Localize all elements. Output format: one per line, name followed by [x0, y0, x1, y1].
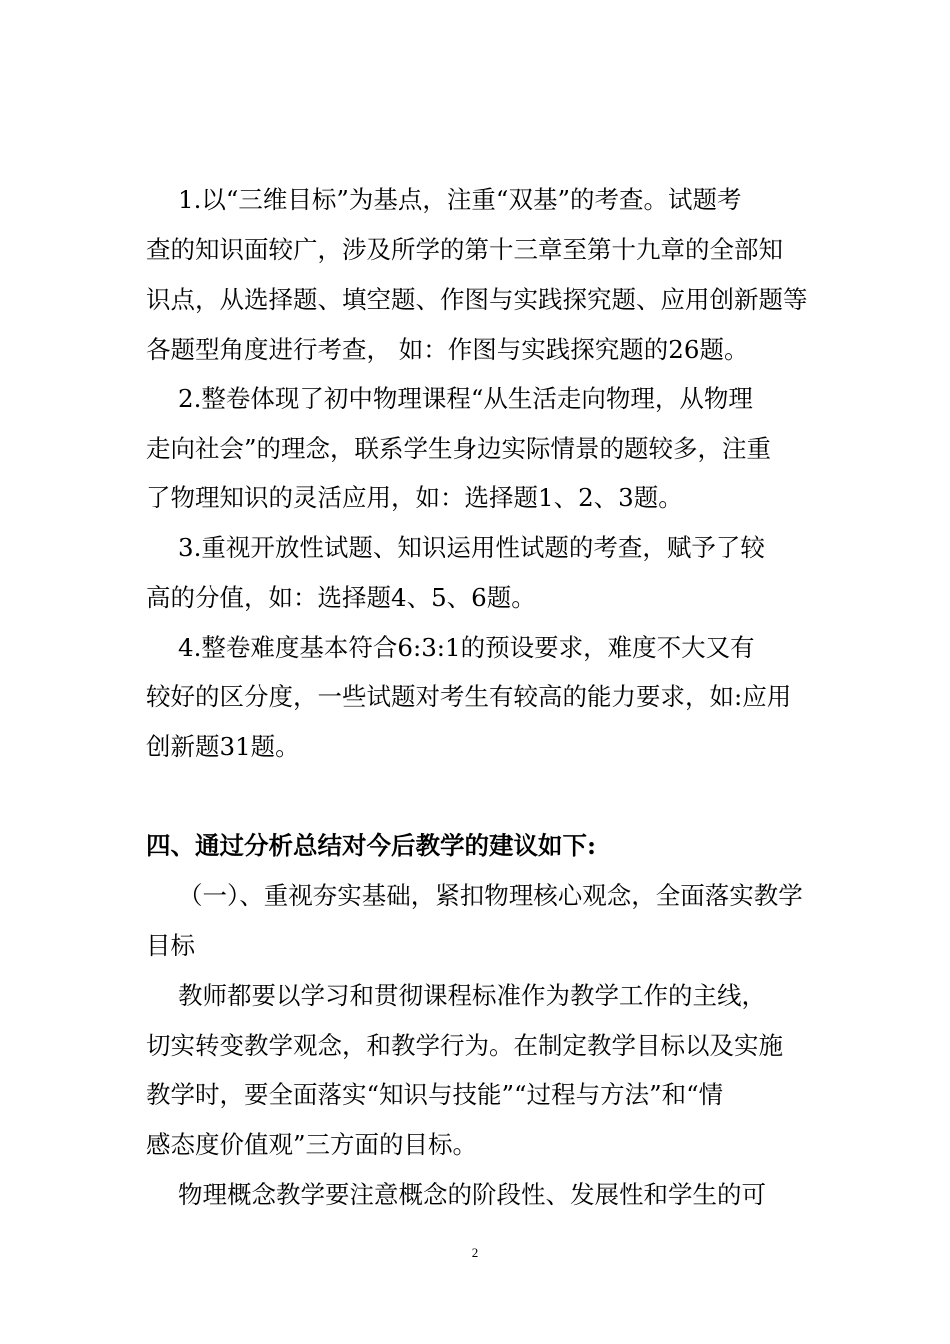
section-heading: 四、通过分析总结对今后教学的建议如下:	[146, 831, 597, 860]
paragraph-5-line-4: 感态度价值观”三方面的目标。	[146, 1130, 478, 1159]
paragraph-4-line-1: 4.整卷难度基本符合6:3:1的预设要求，难度不大又有	[178, 633, 755, 662]
paragraph-1-line-2: 查的知识面较广，涉及所学的第十三章至第十九章的全部知	[146, 235, 783, 264]
page-number: 2	[471, 1245, 479, 1260]
paragraph-2-line-3: 了物理知识的灵活应用，如：选择题1、2、3题。	[146, 483, 683, 512]
subsection-heading-line-2: 目标	[146, 931, 195, 960]
subsection-heading-line-1: （一）、重视夯实基础，紧扣物理核心观念，全面落实教学	[178, 881, 803, 910]
paragraph-5-line-3: 教学时，要全面落实“知识与技能”“过程与方法”和“情	[146, 1080, 724, 1109]
paragraph-1-line-3: 识点，从选择题、填空题、作图与实践探究题、应用创新题等	[146, 285, 808, 314]
paragraph-1-line-4: 各题型角度进行考查， 如：作图与实践探究题的26题。	[146, 335, 749, 364]
paragraph-5-line-2: 切实转变教学观念，和教学行为。在制定教学目标以及实施	[146, 1031, 783, 1060]
paragraph-3-line-2: 高的分值，如：选择题4、5、6题。	[146, 583, 536, 612]
paragraph-4-line-3: 创新题31题。	[146, 732, 300, 761]
paragraph-1-line-1: 1.以“三维目标”为基点，注重“双基”的考查。试题考	[178, 185, 742, 214]
paragraph-4-line-2: 较好的区分度，一些试题对考生有较高的能力要求，如:应用	[146, 682, 792, 711]
paragraph-5-line-1: 教师都要以学习和贯彻课程标准作为教学工作的主线，	[178, 981, 766, 1010]
paragraph-2-line-1: 2.整卷体现了初中物理课程“从生活走向物理，从物理	[178, 384, 753, 413]
paragraph-3-line-1: 3.重视开放性试题、知识运用性试题的考查，赋予了较	[178, 533, 765, 562]
paragraph-6-line-1: 物理概念教学要注意概念的阶段性、发展性和学生的可	[178, 1180, 766, 1209]
paragraph-2-line-2: 走向社会”的理念，联系学生身边实际情景的题较多，注重	[146, 434, 772, 463]
